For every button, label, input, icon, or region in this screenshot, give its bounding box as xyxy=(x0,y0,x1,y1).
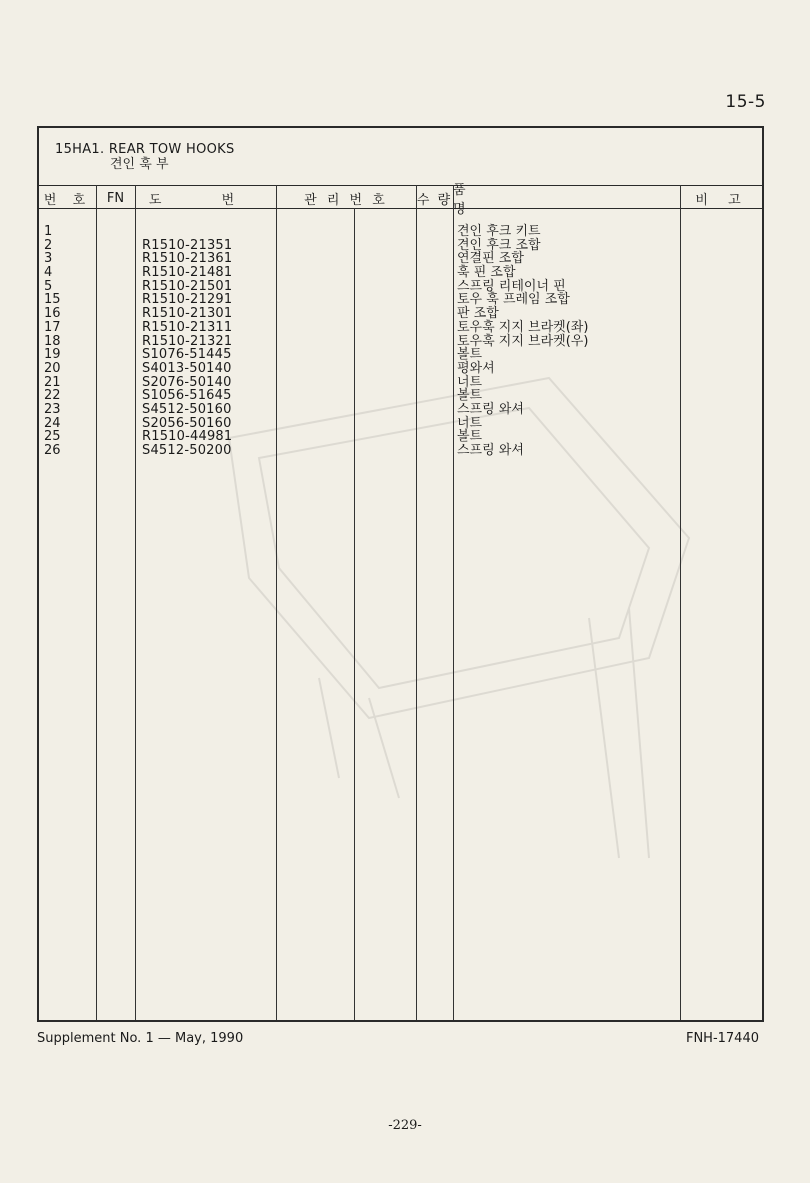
item-number: 26 xyxy=(44,443,61,458)
header-fn: FN xyxy=(106,190,125,206)
part-name: 판 조합 xyxy=(457,306,499,322)
table-row xyxy=(39,389,762,403)
part-name: 훅 핀 조합 xyxy=(457,265,516,281)
table-row xyxy=(39,307,762,321)
table-row xyxy=(39,362,762,376)
table-row xyxy=(39,430,762,444)
part-number: R1510-21291 xyxy=(142,292,233,308)
item-number: 23 xyxy=(44,401,61,417)
table-row xyxy=(39,348,762,362)
part-name: 스프링 와셔 xyxy=(457,401,524,417)
item-number: 4 xyxy=(44,265,53,281)
part-name: 견인 후크 조합 xyxy=(457,237,541,253)
item-number: 24 xyxy=(44,415,61,431)
table-row xyxy=(39,252,762,266)
bottom-page-number: -229- xyxy=(388,1118,422,1133)
item-number: 20 xyxy=(44,360,61,376)
item-number: 21 xyxy=(44,374,61,390)
part-number: R1510-21301 xyxy=(142,306,233,322)
part-name: 너트 xyxy=(457,374,483,390)
item-number: 5 xyxy=(44,278,53,294)
part-number: R1510-21501 xyxy=(142,278,233,294)
item-number: 1 xyxy=(44,224,53,239)
part-number: S1076-51445 xyxy=(142,347,232,363)
part-name: 견인 후크 키트 xyxy=(457,224,541,239)
table-row xyxy=(39,376,762,390)
part-name: 토우 훅 프레임 조합 xyxy=(457,292,570,308)
header-management-number: 관 리 번 호 xyxy=(304,192,388,208)
table-row xyxy=(39,321,762,335)
part-number: R1510-21361 xyxy=(142,251,233,267)
footer-document-code: FNH-17440 xyxy=(685,1031,759,1046)
header-drawing-number: 도 번 xyxy=(148,192,263,208)
item-number: 2 xyxy=(44,237,53,253)
part-name: 연결핀 조합 xyxy=(457,251,524,267)
title-korean: 견인 훅 부 xyxy=(110,157,169,172)
part-number: S2076-50140 xyxy=(142,374,232,390)
item-number: 25 xyxy=(44,429,61,445)
title-block xyxy=(55,142,235,172)
header-quantity: 수 량 xyxy=(416,192,453,208)
table-row xyxy=(39,225,762,239)
header-number: 번 호 xyxy=(43,192,92,208)
part-name: 스프링 리테이너 핀 xyxy=(457,278,566,294)
table-row xyxy=(39,417,762,431)
part-number: S4013-50140 xyxy=(142,360,232,376)
item-number: 17 xyxy=(44,319,61,335)
part-number: R1510-21311 xyxy=(142,319,233,335)
part-name: 토우훅 지지 브라켓(우) xyxy=(457,333,589,349)
header-remarks: 비 고 xyxy=(695,192,749,208)
part-name: 볼트 xyxy=(457,429,483,445)
part-number: S2056-50160 xyxy=(142,415,232,431)
part-number: S4512-50160 xyxy=(142,401,232,417)
table-body xyxy=(39,225,762,458)
header-part-name: 품 명 xyxy=(453,183,536,217)
part-name: 볼트 xyxy=(457,347,483,363)
item-number: 3 xyxy=(44,251,53,267)
part-number: R1510-21481 xyxy=(142,265,233,281)
title-english: 15HA1. REAR TOW HOOKS xyxy=(55,142,235,157)
item-number: 16 xyxy=(44,306,61,322)
table-row xyxy=(39,239,762,253)
part-number: S4512-50200 xyxy=(142,443,232,458)
table-row xyxy=(39,335,762,349)
part-name: 볼트 xyxy=(457,388,483,404)
page-number: 15-5 xyxy=(725,92,766,112)
table-row xyxy=(39,444,762,458)
part-name: 평와셔 xyxy=(457,360,495,376)
parts-table xyxy=(37,126,764,1022)
part-number: S1056-51645 xyxy=(142,388,232,404)
table-row xyxy=(39,293,762,307)
item-number: 19 xyxy=(44,347,61,363)
table-row xyxy=(39,266,762,280)
footer-supplement: Supplement No. 1 — May, 1990 xyxy=(37,1031,244,1046)
item-number: 15 xyxy=(44,292,61,308)
table-row xyxy=(39,403,762,417)
item-number: 22 xyxy=(44,388,61,404)
part-number: R1510-21351 xyxy=(142,237,233,253)
part-number: R1510-44981 xyxy=(142,429,233,445)
table-row xyxy=(39,280,762,294)
part-name: 스프링 와셔 xyxy=(457,443,524,458)
item-number: 18 xyxy=(44,333,61,349)
part-name: 너트 xyxy=(457,415,483,431)
part-name: 토우훅 지지 브라켓(좌) xyxy=(457,319,589,335)
part-number: R1510-21321 xyxy=(142,333,233,349)
